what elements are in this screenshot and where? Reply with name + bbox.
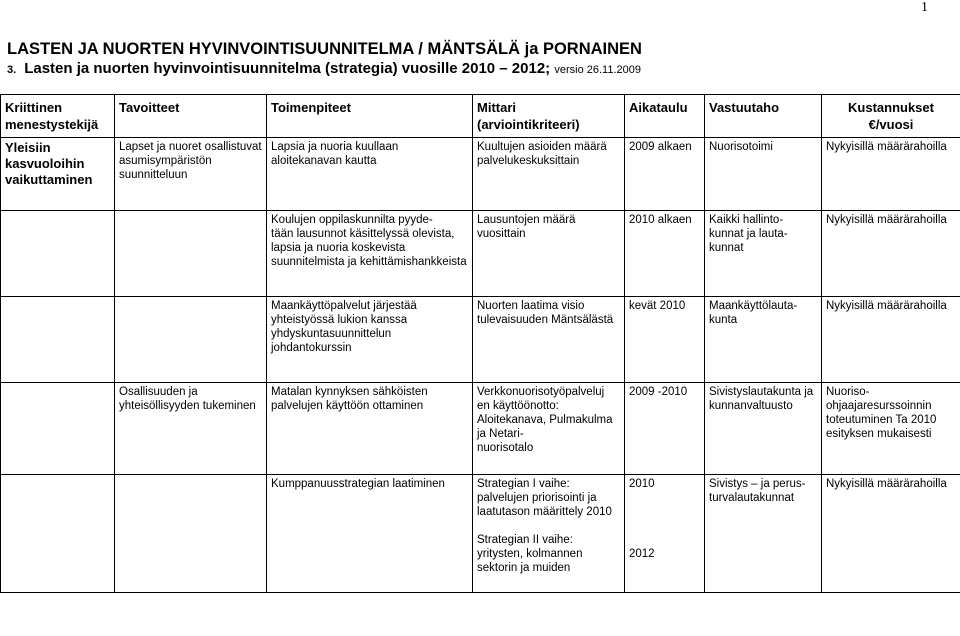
cell-kriittinen: Yleisiin kasvuoloihin vaikuttaminen [1, 138, 115, 211]
cell-vastuutaho: Sivistys – ja perus- turvalautakunnat [705, 475, 822, 593]
cell-kriittinen [1, 211, 115, 297]
cell-tavoitteet: Lapset ja nuoret osallistuvat asumisympäristön suunnitteluun [115, 138, 267, 211]
cell-vastuutaho: Maankäyttölauta- kunta [705, 297, 822, 383]
cell-vastuutaho: Sivistyslautakunta ja kunnanvaltuusto [705, 383, 822, 475]
table-row [1, 383, 960, 475]
cell-aikataulu: 2009 alkaen [625, 138, 705, 211]
strategy-table [0, 94, 960, 593]
cell-kustannukset: Nykyisillä määrärahoilla [822, 297, 960, 383]
header-vastuutaho: Vastuutaho [705, 95, 822, 138]
cell-tavoitteet: Osallisuuden ja yhteisöllisyyden tukeminen [115, 383, 267, 475]
cell-mittari [473, 475, 625, 593]
table-row [1, 475, 960, 593]
header-mittari: Mittari (arviointikriteeri) [473, 95, 625, 138]
table-row [1, 138, 960, 211]
cell-toimenpiteet: Matalan kynnyksen sähköisten palvelujen käyttöön ottaminen [267, 383, 473, 475]
document-subtitle [7, 60, 641, 77]
page-number: 1 [921, 0, 928, 15]
cell-toimenpiteet: Koulujen oppilaskunnilta pyyde- tään lausunnot käsittelyssä olevista, lapsia ja nuoria koskevista suunnitelmista ja kehittämishankkeista [267, 211, 473, 297]
cell-mittari: Nuorten laatima visio tulevaisuuden Mäntsälästä [473, 297, 625, 383]
document-title: LASTEN JA NUORTEN HYVINVOINTISUUNNITELMA / MÄNTSÄLÄ ja PORNAINEN [7, 40, 642, 58]
cell-aikataulu: 2010 alkaen [625, 211, 705, 297]
cell-aikataulu [625, 475, 705, 593]
cell-kustannukset: Nuoriso- ohjaajaresurssoinnin toteutuminen Ta 2010 esityksen mukaisesti [822, 383, 960, 475]
cell-toimenpiteet: Kumppanuusstrategian laatiminen [267, 475, 473, 593]
cell-mittari: Kuultujen asioiden määrä palvelukeskuksittain [473, 138, 625, 211]
cell-toimenpiteet: Maankäyttöpalvelut järjestää yhteistyössä lukion kanssa yhdyskuntasuunnittelun johdantokurssin [267, 297, 473, 383]
header-tavoitteet: Tavoitteet [115, 95, 267, 138]
table-header-row [1, 95, 960, 138]
mittari-phase-2: Strategian II vaihe: yritysten, kolmannen sektorin ja muiden [477, 534, 583, 574]
header-aikataulu: Aikataulu [625, 95, 705, 138]
aikataulu-phase-2: 2012 [629, 548, 655, 560]
cell-tavoitteet [115, 297, 267, 383]
aikataulu-phase-1: 2010 [629, 478, 655, 490]
cell-mittari: Lausuntojen määrä vuosittain [473, 211, 625, 297]
cell-tavoitteet [115, 211, 267, 297]
mittari-phase-1: Strategian I vaihe: palvelujen priorisointi ja laatutason määrittely 2010 [477, 478, 612, 518]
version-label: versio 26.11.2009 [554, 64, 641, 76]
cell-mittari: Verkkonuorisotyöpalveluj en käyttöönotto: Aloitekanava, Pulmakulma ja Netari- nuorisotalo [473, 383, 625, 475]
cell-aikataulu: kevät 2010 [625, 297, 705, 383]
cell-kustannukset: Nykyisillä määrärahoilla [822, 475, 960, 593]
header-toimenpiteet: Toimenpiteet [267, 95, 473, 138]
cell-toimenpiteet: Lapsia ja nuoria kuullaan aloitekanavan kautta [267, 138, 473, 211]
cell-kriittinen [1, 475, 115, 593]
cell-aikataulu: 2009 -2010 [625, 383, 705, 475]
subtitle-text: Lasten ja nuorten hyvinvointisuunnitelma (strategia) vuosille 2010 – 2012; [24, 60, 551, 77]
cell-kriittinen [1, 383, 115, 475]
cell-tavoitteet [115, 475, 267, 593]
cell-kriittinen [1, 297, 115, 383]
section-number: 3. [7, 64, 17, 76]
cell-kustannukset: Nykyisillä määrärahoilla [822, 138, 960, 211]
table-row [1, 211, 960, 297]
header-kriittinen: Kriittinen menestystekijä [1, 95, 115, 138]
cell-kustannukset: Nykyisillä määrärahoilla [822, 211, 960, 297]
cell-vastuutaho: Kaikki hallinto- kunnat ja lauta- kunnat [705, 211, 822, 297]
cell-vastuutaho: Nuorisotoimi [705, 138, 822, 211]
header-kustannukset: Kustannukset €/vuosi [822, 95, 960, 138]
table-row [1, 297, 960, 383]
